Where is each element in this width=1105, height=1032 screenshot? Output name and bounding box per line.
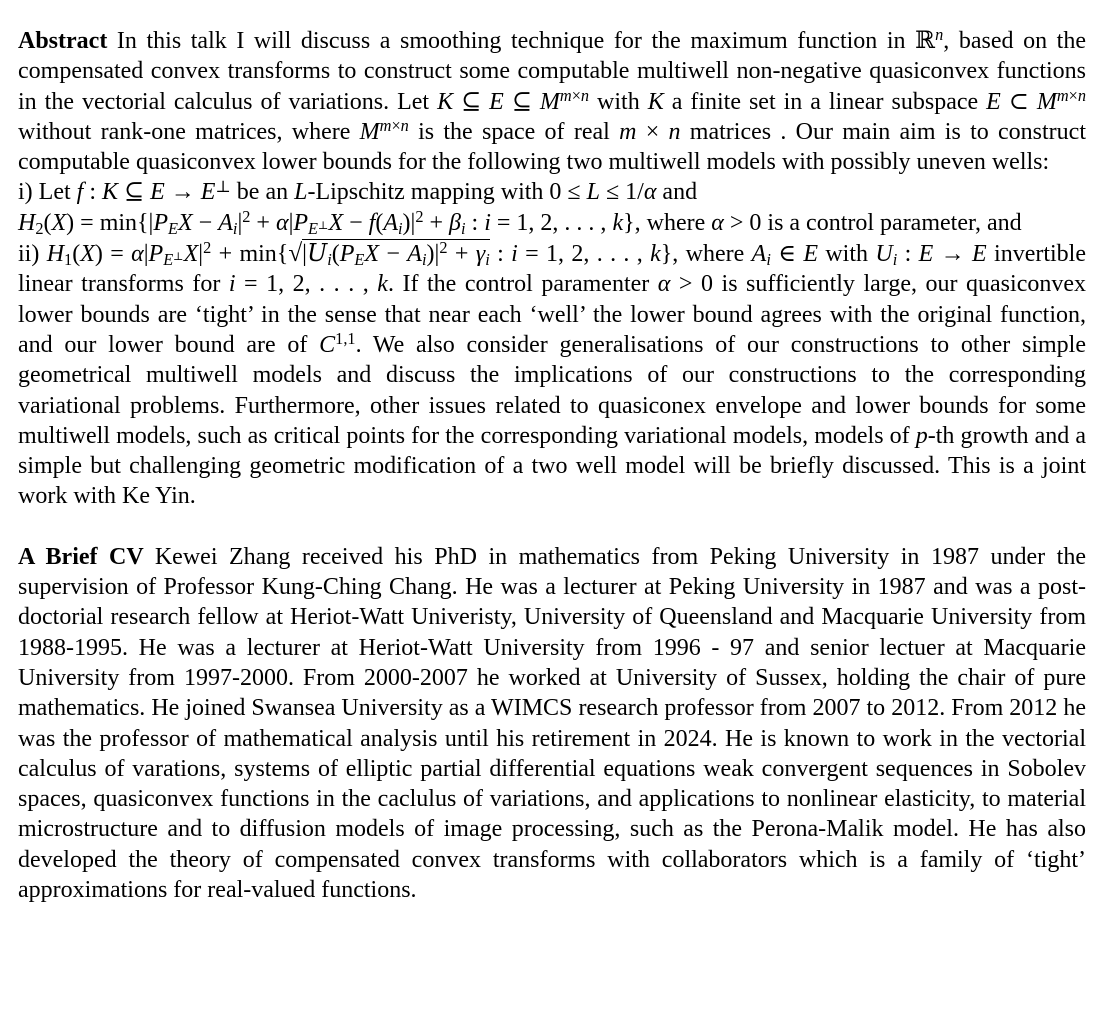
- formula-h2: $H2(X) = \min\{|PEX - Ai|^2 + \alpha|PE^\perp X - f(Ai)|^2 + \beta i$ : i = 1, 2, . . . , k}, where α > 0 is a control parameter, and: [18, 206, 1022, 239]
- cv-paragraph: A Brief CV Kewei Zhang received his PhD in mathematics from Peking University in 1987 under the supervision of Professor Kung-Ching Chang. He was a lecturer at Peking University in 1987 and was a post-doctorial research fellow at Heriot-Watt Univeristy, University of Queensland and Macquarie University from 1988-1995. He was a lecturer at Heriot-Watt University from 1996 - 97 and senior lectuer at Macquarie University from 1997-2000. From 2000-2007 he worked at University of Sussex, holding the chair of pure mathematics. He joined Swansea University as a WIMCS research professor from 2007 to 2012. From 2012 he was the professor of mathematical analysis until his retirement in 2024. He is known to work in the vectorial calculus of varations, systems of elliptic partial differential equations weak convergent sequences in Sobolev spaces, quasiconvex functions in the caclulus of variations, and applications to nonlinear elasticity, to material microstructure and to diffusion models of image processing, such as the Perona-Malik model. He has also developed the theory of compensated convex transforms with collaborators which is a family of ‘tight’ approximations for real-valued functions.: [18, 543, 1087, 904]
- abstract-paragraph: Abstract In this talk I will discuss a smoothing technique for the maximum function in ℝ$^n$, based on the compensated convex transforms to construct some computable multiwell non-negative quasiconvex functions in the vectorial calculus of variations. Let K ⊆ E ⊆ $M^{m\times n}$ with K a finite set in a linear subspace E ⊂ $M^{m\times n}$ without rank-one matrices, where $M^{m\times n}$ is the space of real m × n matrices . Our main aim is to construct computable quasiconvex lower bounds for the following two multiwell models with possibly uneven wells:: [18, 25, 1087, 176]
- formula-item-i: i) Let f : K ⊆ E → E⊥ be an L-Lipschitz mapping with 0 ≤ L ≤ 1/α and: [18, 176, 698, 206]
- formula-item-ii: ii) $H1(X) = \alpha|PE^\perp X|^2 + \min\{√|Ui(PEX - Ai)|^2 + \gamma i$ : i = 1, 2, . . . , k}, where Ai ∈ E with Ui : E → E invertible linear transforms for i = 1, 2, . . . , k. If the control paramenter α > 0 is sufficiently large, our quasiconvex lower bounds are ‘tight’ in the sense that near each ‘well’ the lower bound agrees with the original function, and our lower bound are of C$^{1,1}$. We also consider generalisations of our constructions to other simple geometrical multiwell models and discuss the implications of our constructions to the corresponding variational problems. Furthermore, other issues related to quasiconex envelope and lower bounds for some multiwell models, such as critical points for the corresponding variational models, models of p-th growth and a simple but challenging geometric modification of a two well model will be briefly discussed. This is a joint work with Ke Yin.: [18, 238, 1087, 510]
